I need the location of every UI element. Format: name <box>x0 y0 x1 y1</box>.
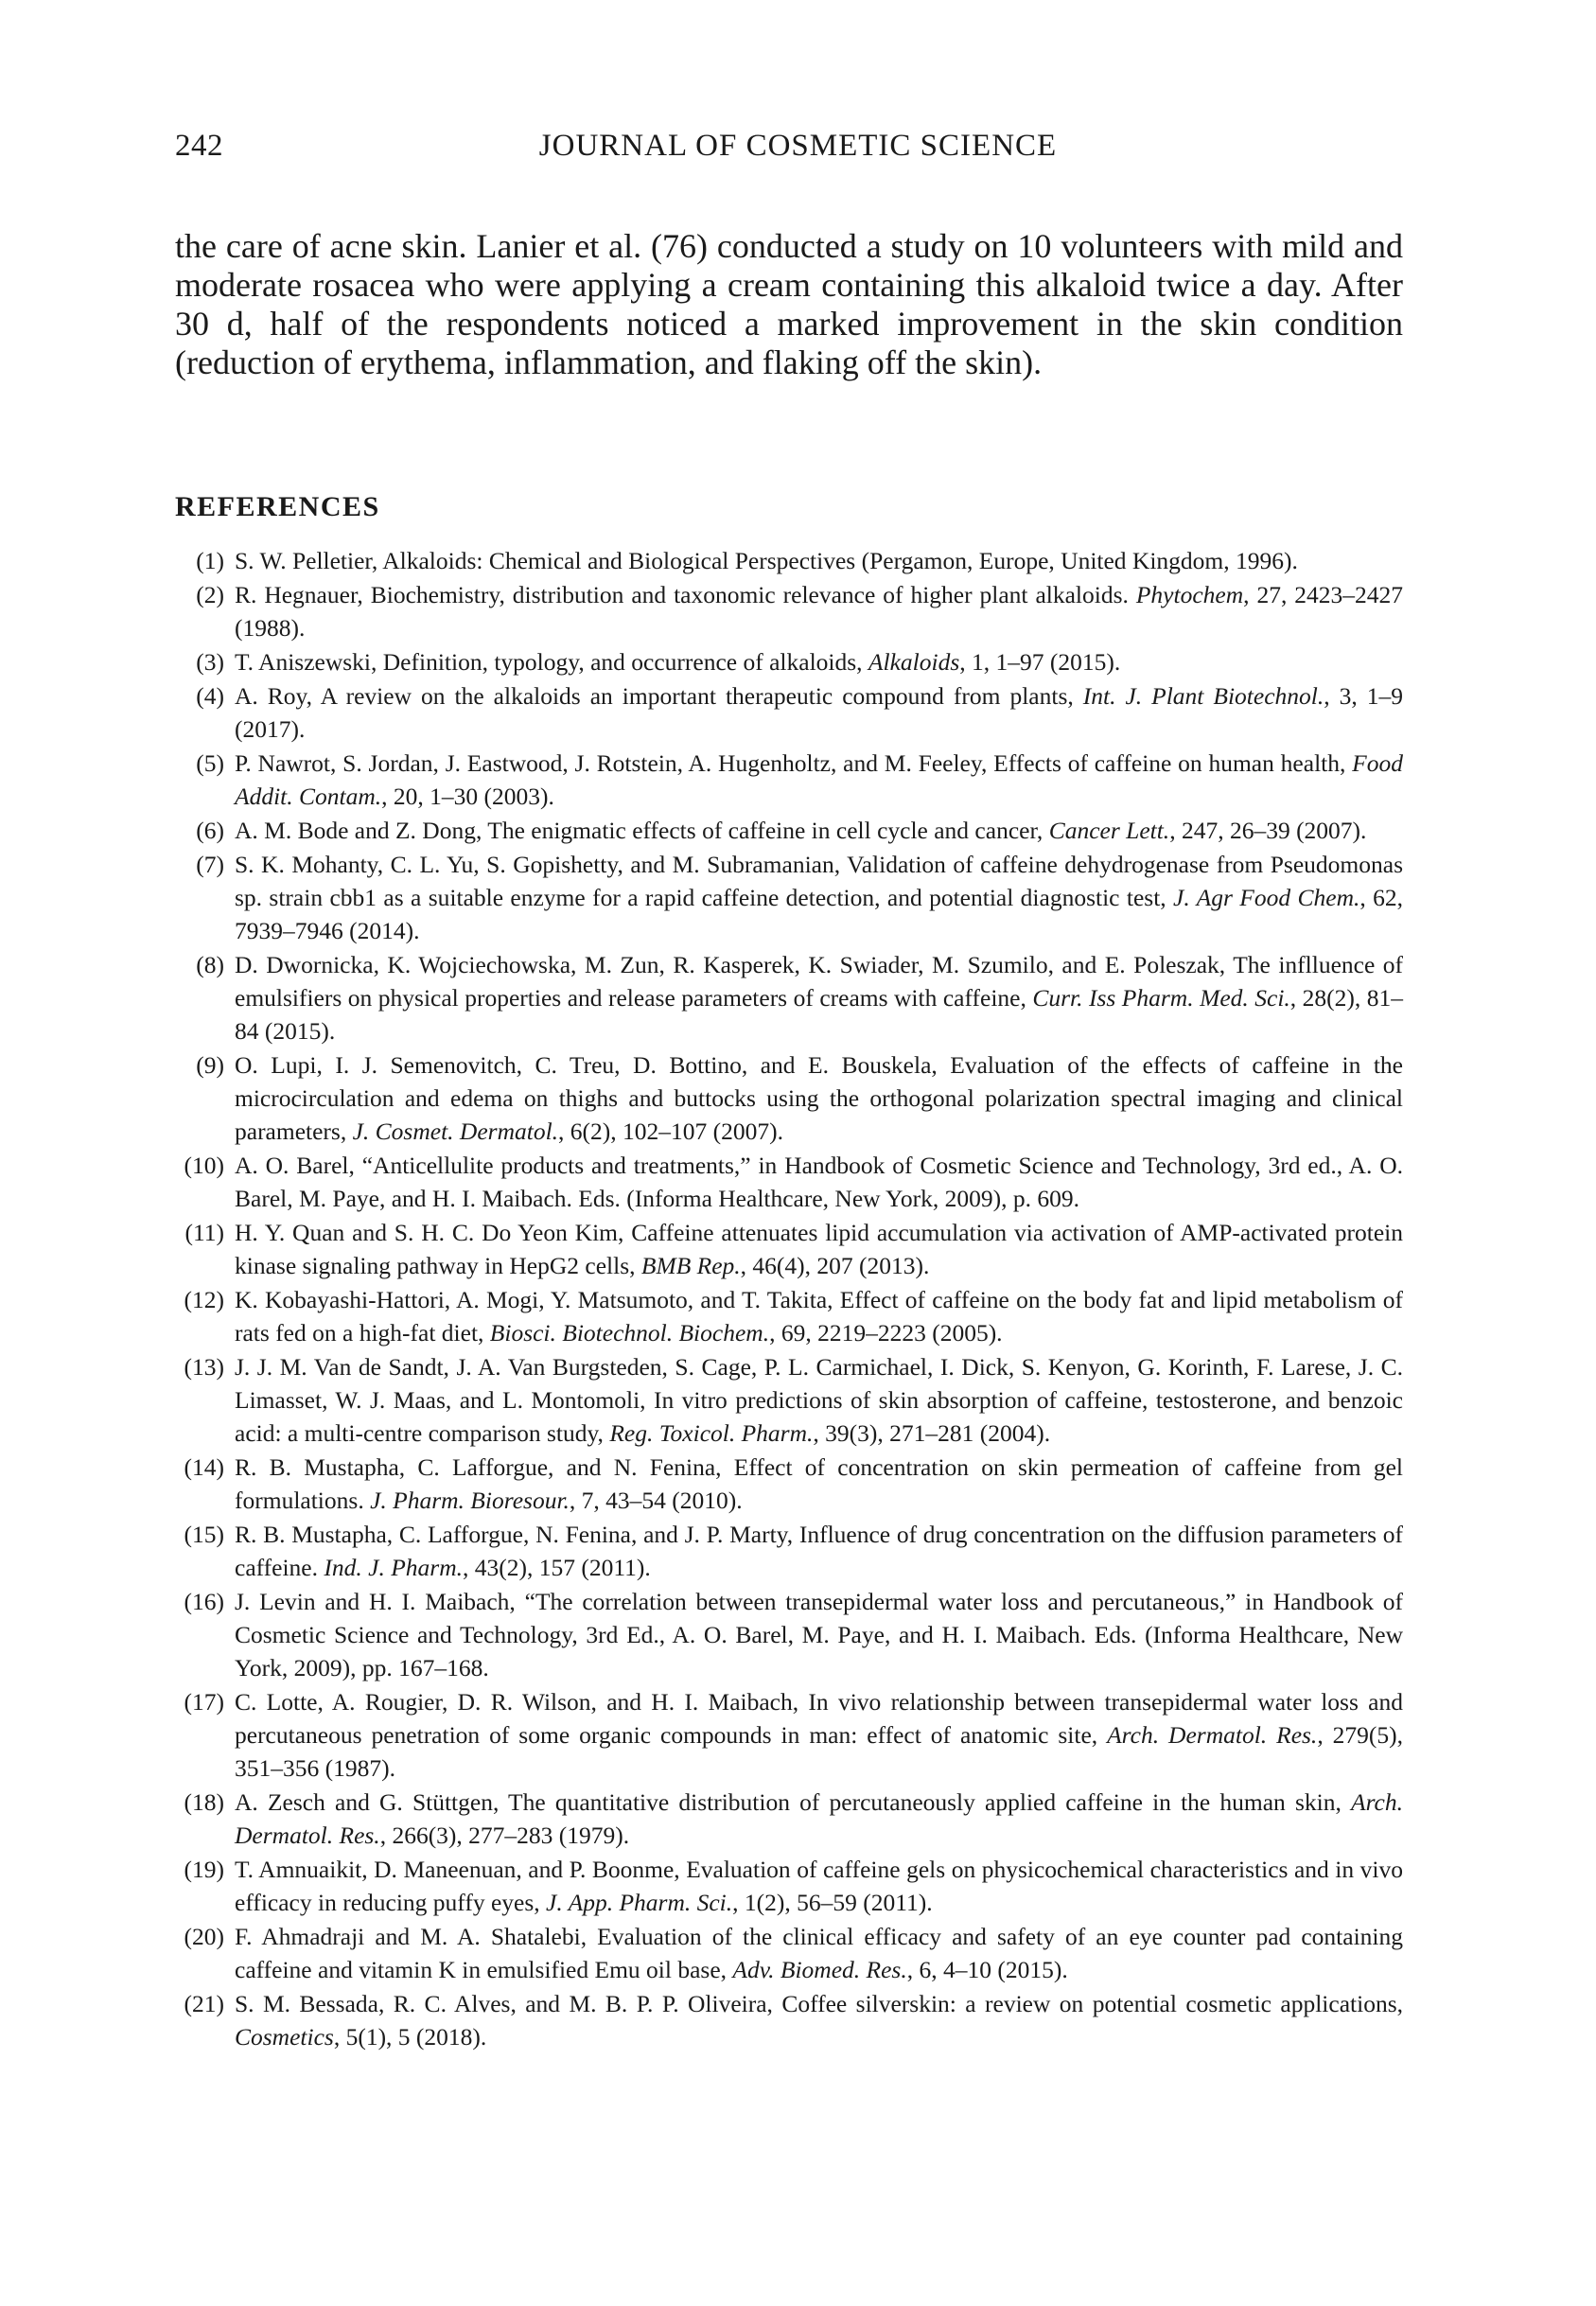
reference-item <box>175 1048 1403 1148</box>
references-heading: REFERENCES <box>175 491 380 522</box>
reference-item <box>175 948 1403 1047</box>
reference-text: C. Lotte, A. Rougier, D. R. Wilson, and H. I. Maibach, In vivo relationship between transepidermal water loss and percutaneous penetration of some organic compounds in man: effect of anatomic site, Arch. Dermatol. Res., 279(5), 351–356 (1987). <box>235 1688 1403 1782</box>
references-list <box>175 544 1403 2054</box>
running-head-journal-title: JOURNAL OF COSMETIC SCIENCE <box>538 129 1058 163</box>
reference-text: T. Aniszewski, Definition, typology, and occurrence of alkaloids, Alkaloids, 1, 1–97 (2015). <box>235 648 1121 676</box>
reference-number: (18) <box>184 1788 224 1816</box>
reference-item <box>175 1350 1403 1450</box>
body-paragraph: the care of acne skin. Lanier et al. (76) conducted a study on 10 volunteers with mild and moderate rosacea who were applying a cream containing this alkaloid twice a day. After 30 d, half of the respondents noticed a marked improvement in the skin condition (reduction of erythema, inflammation, and flaking off the skin). <box>175 227 1403 381</box>
reference-number: (17) <box>184 1688 224 1716</box>
reference-text: S. M. Bessada, R. C. Alves, and M. B. P. P. Oliveira, Coffee silverskin: a review on potential cosmetic applications, Cosmetics, 5(1), 5 (2018). <box>235 1990 1403 2051</box>
reference-journal: Reg. Toxicol. Pharm. <box>609 1419 814 1447</box>
reference-number: (12) <box>184 1286 224 1313</box>
reference-journal: Arch. Dermatol. Res. <box>1107 1721 1318 1749</box>
reference-text: K. Kobayashi-Hattori, A. Mogi, Y. Matsumoto, and T. Takita, Effect of caffeine on the body fat and lipid metabolism of rats fed on a high-fat diet, Biosci. Biotechnol. Biochem., 69, 2219–2223 (2005). <box>235 1286 1403 1347</box>
reference-journal: Curr. Iss Pharm. Med. Sci. <box>1032 984 1290 1012</box>
reference-journal: J. Cosmet. Dermatol. <box>352 1118 559 1145</box>
reference-number: (7) <box>196 851 224 878</box>
reference-text: P. Nawrot, S. Jordan, J. Eastwood, J. Rotstein, A. Hugenholtz, and M. Feeley, Effects of caffeine on human health, Food Addit. Contam., 20, 1–30 (2003). <box>235 749 1403 810</box>
reference-item <box>175 1283 1403 1349</box>
reference-number: (15) <box>184 1521 224 1548</box>
reference-item <box>175 1149 1403 1215</box>
reference-item <box>175 544 1403 577</box>
reference-number: (20) <box>184 1923 224 1950</box>
reference-number: (16) <box>184 1588 224 1615</box>
reference-number: (9) <box>196 1051 224 1079</box>
reference-number: (8) <box>196 951 224 978</box>
reference-number: (3) <box>196 648 224 676</box>
reference-number: (5) <box>196 749 224 777</box>
reference-item <box>175 848 1403 947</box>
reference-text: J. Levin and H. I. Maibach, “The correlation between transepidermal water loss and percutaneous,” in Handbook of Cosmetic Science and Technology, 3rd Ed., A. O. Barel, M. Paye, and H. I. Maibach. Eds. (Informa Healthcare, New York, 2009), pp. 167–168. <box>235 1588 1403 1681</box>
reference-journal: Cancer Lett. <box>1048 817 1170 844</box>
reference-text: J. J. M. Van de Sandt, J. A. Van Burgsteden, S. Cage, P. L. Carmichael, I. Dick, S. Kenyon, G. Korinth, F. Larese, J. C. Limasset, W. J. Maas, and L. Montomoli, In vitro predictions of skin absorption of caffeine, testosterone, and benzoic acid: a multi-centre comparison study, Reg. Toxicol. Pharm., 39(3), 271–281 (2004). <box>235 1353 1403 1447</box>
reference-number: (13) <box>184 1353 224 1381</box>
reference-journal: Food Addit. Contam. <box>235 749 1403 810</box>
reference-text: R. Hegnauer, Biochemistry, distribution and taxonomic relevance of higher plant alkaloids. Phytochem, 27, 2423–2427 (1988). <box>235 581 1404 642</box>
reference-number: (10) <box>184 1152 224 1179</box>
reference-journal: Cosmetics <box>235 2023 334 2051</box>
reference-text: A. M. Bode and Z. Dong, The enigmatic effects of caffeine in cell cycle and cancer, Cancer Lett., 247, 26–39 (2007). <box>235 817 1367 844</box>
reference-journal: Arch. Dermatol. Res. <box>235 1788 1403 1849</box>
reference-item <box>175 679 1403 746</box>
reference-text: T. Amnuaikit, D. Maneenuan, and P. Boonme, Evaluation of caffeine gels on physicochemical characteristics and in vivo efficacy in reducing puffy eyes, J. App. Pharm. Sci., 1(2), 56–59 (2011). <box>235 1856 1403 1916</box>
reference-text: H. Y. Quan and S. H. C. Do Yeon Kim, Caffeine attenuates lipid accumulation via activation of AMP-activated protein kinase signaling pathway in HepG2 cells, BMB Rep., 46(4), 207 (2013). <box>235 1219 1403 1279</box>
reference-number: (19) <box>184 1856 224 1883</box>
reference-journal: J. Pharm. Bioresour. <box>370 1487 570 1514</box>
reference-text: O. Lupi, I. J. Semenovitch, C. Treu, D. Bottino, and E. Bouskela, Evaluation of the effects of caffeine in the microcirculation and edema on thighs and buttocks using the orthogonal polarization spectral imaging and clinical parameters, J. Cosmet. Dermatol., 6(2), 102–107 (2007). <box>235 1051 1403 1145</box>
reference-text: S. K. Mohanty, C. L. Yu, S. Gopishetty, and M. Subramanian, Validation of caffeine dehydrogenase from Pseudomonas sp. strain cbb1 as a suitable enzyme for a rapid caffeine detection, and potential diagnostic test, J. Agr Food Chem., 62, 7939–7946 (2014). <box>235 851 1403 944</box>
reference-item <box>175 645 1403 678</box>
reference-journal: Adv. Biomed. Res. <box>732 1956 907 1983</box>
reference-item <box>175 1920 1403 1986</box>
reference-item <box>175 578 1403 644</box>
reference-journal: Int. J. Plant Biotechnol. <box>1082 682 1324 710</box>
reference-item <box>175 1585 1403 1684</box>
reference-number: (4) <box>196 682 224 710</box>
reference-text: D. Dwornicka, K. Wojciechowska, M. Zun, R. Kasperek, K. Swiader, M. Szumilo, and E. Poleszak, The inflluence of emulsifiers on physical properties and release parameters of creams with caffeine, Curr. Iss Pharm. Med. Sci., 28(2), 81–84 (2015). <box>235 951 1404 1045</box>
reference-journal: Phytochem <box>1135 581 1244 608</box>
reference-text: F. Ahmadraji and M. A. Shatalebi, Evaluation of the clinical efficacy and safety of an eye counter pad containing caffeine and vitamin K in emulsified Emu oil base, Adv. Biomed. Res., 6, 4–10 (2015). <box>235 1923 1403 1983</box>
reference-journal: Alkaloids <box>868 648 960 676</box>
reference-journal: Ind. J. Pharm. <box>324 1554 463 1581</box>
reference-number: (11) <box>184 1219 224 1246</box>
reference-item <box>175 1518 1403 1584</box>
reference-item <box>175 1786 1403 1852</box>
reference-number: (21) <box>184 1990 224 2017</box>
reference-journal: J. Agr Food Chem. <box>1173 884 1360 911</box>
reference-text: R. B. Mustapha, C. Lafforgue, N. Fenina, and J. P. Marty, Influence of drug concentration on the diffusion parameters of caffeine. Ind. J. Pharm., 43(2), 157 (2011). <box>235 1521 1403 1581</box>
reference-text: A. Zesch and G. Stüttgen, The quantitative distribution of percutaneously applied caffeine in the human skin, Arch. Dermatol. Res., 266(3), 277–283 (1979). <box>235 1788 1403 1849</box>
reference-journal: Biosci. Biotechnol. Biochem. <box>489 1319 770 1347</box>
reference-item <box>175 1216 1403 1282</box>
reference-text: S. W. Pelletier, Alkaloids: Chemical and Biological Perspectives (Pergamon, Europe, United Kingdom, 1996). <box>235 547 1298 574</box>
reference-number: (2) <box>196 581 224 608</box>
reference-text: R. B. Mustapha, C. Lafforgue, and N. Fenina, Effect of concentration on skin permeation of caffeine from gel formulations. J. Pharm. Bioresour., 7, 43–54 (2010). <box>235 1453 1403 1514</box>
reference-journal: BMB Rep. <box>640 1252 741 1279</box>
page-number: 242 <box>175 129 223 163</box>
reference-text: A. Roy, A review on the alkaloids an important therapeutic compound from plants, Int. J. Plant Biotechnol., 3, 1–9 (2017). <box>235 682 1404 743</box>
reference-number: (6) <box>196 817 224 844</box>
reference-item <box>175 814 1403 847</box>
reference-item <box>175 1685 1403 1785</box>
reference-item <box>175 1853 1403 1919</box>
reference-item <box>175 1451 1403 1517</box>
reference-text: A. O. Barel, “Anticellulite products and treatments,” in Handbook of Cosmetic Science and Technology, 3rd ed., A. O. Barel, M. Paye, and H. I. Maibach. Eds. (Informa Healthcare, New York, 2009), p. 609. <box>235 1152 1403 1212</box>
reference-item <box>175 747 1403 813</box>
reference-item <box>175 1987 1403 2053</box>
reference-number: (1) <box>196 547 224 574</box>
reference-number: (14) <box>184 1453 224 1481</box>
reference-journal: J. App. Pharm. Sci. <box>546 1889 733 1916</box>
